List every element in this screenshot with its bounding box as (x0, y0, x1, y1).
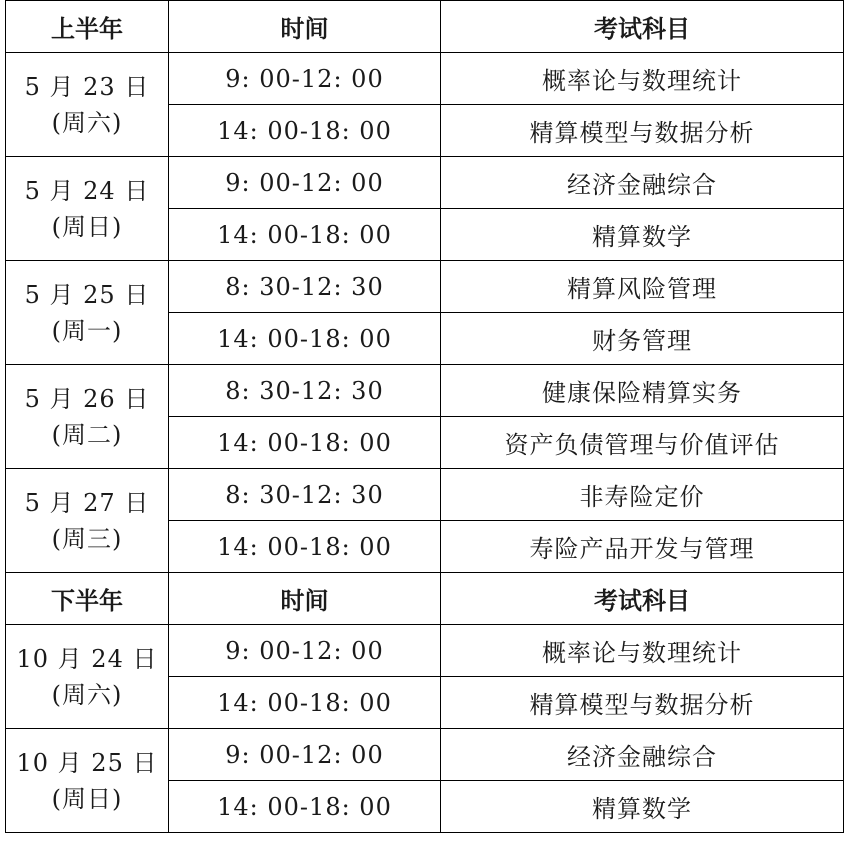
date-cell (6, 365, 169, 469)
session-time: 14: 00-18: 00 (169, 105, 441, 157)
date-cell (6, 261, 169, 365)
exam-date: 10 月 25 日 (16, 748, 158, 777)
exam-date: 5 月 27 日 (24, 488, 150, 517)
exam-subject: 精算数学 (441, 781, 844, 833)
session-row (6, 53, 844, 105)
exam-subject: 概率论与数理统计 (441, 625, 844, 677)
half-year-header: 下半年 (6, 573, 169, 625)
date-cell (6, 157, 169, 261)
exam-subject: 精算模型与数据分析 (441, 677, 844, 729)
exam-date: 10 月 24 日 (16, 644, 158, 673)
session-time: 14: 00-18: 00 (169, 521, 441, 573)
exam-weekday: (周六) (51, 108, 123, 137)
time-header: 时间 (169, 1, 441, 53)
exam-subject: 经济金融综合 (441, 729, 844, 781)
section-header-row (6, 573, 844, 625)
section-header-row (6, 1, 844, 53)
half-year-header: 上半年 (6, 1, 169, 53)
date-cell (6, 53, 169, 157)
date-cell (6, 729, 169, 833)
exam-weekday: (周二) (51, 420, 123, 449)
session-row (6, 365, 844, 417)
exam-subject: 精算数学 (441, 209, 844, 261)
session-row (6, 625, 844, 677)
time-header: 时间 (169, 573, 441, 625)
session-time: 9: 00-12: 00 (169, 157, 441, 209)
exam-weekday: (周六) (51, 680, 123, 709)
session-time: 9: 00-12: 00 (169, 625, 441, 677)
exam-subject: 健康保险精算实务 (441, 365, 844, 417)
schedule-body (6, 1, 844, 833)
exam-subject: 寿险产品开发与管理 (441, 521, 844, 573)
exam-subject: 精算风险管理 (441, 261, 844, 313)
subject-header: 考试科目 (441, 1, 844, 53)
exam-subject: 精算模型与数据分析 (441, 105, 844, 157)
exam-subject: 财务管理 (441, 313, 844, 365)
session-row (6, 157, 844, 209)
session-time: 14: 00-18: 00 (169, 209, 441, 261)
session-time: 9: 00-12: 00 (169, 729, 441, 781)
session-row (6, 261, 844, 313)
session-time: 14: 00-18: 00 (169, 417, 441, 469)
exam-subject: 经济金融综合 (441, 157, 844, 209)
session-time: 8: 30-12: 30 (169, 469, 441, 521)
exam-subject: 非寿险定价 (441, 469, 844, 521)
subject-header: 考试科目 (441, 573, 844, 625)
session-time: 8: 30-12: 30 (169, 261, 441, 313)
exam-date: 5 月 26 日 (24, 384, 150, 413)
session-time: 14: 00-18: 00 (169, 781, 441, 833)
exam-date: 5 月 23 日 (24, 72, 150, 101)
session-time: 8: 30-12: 30 (169, 365, 441, 417)
session-time: 14: 00-18: 00 (169, 677, 441, 729)
session-row (6, 469, 844, 521)
exam-weekday: (周三) (51, 524, 123, 553)
exam-date: 5 月 25 日 (24, 280, 150, 309)
session-time: 9: 00-12: 00 (169, 53, 441, 105)
exam-weekday: (周日) (51, 784, 123, 813)
session-time: 14: 00-18: 00 (169, 313, 441, 365)
exam-subject: 概率论与数理统计 (441, 53, 844, 105)
date-cell (6, 625, 169, 729)
exam-date: 5 月 24 日 (24, 176, 150, 205)
date-cell (6, 469, 169, 573)
session-row (6, 729, 844, 781)
exam-schedule-table (5, 0, 844, 833)
exam-subject: 资产负债管理与价值评估 (441, 417, 844, 469)
exam-weekday: (周日) (51, 212, 123, 241)
exam-weekday: (周一) (51, 316, 123, 345)
